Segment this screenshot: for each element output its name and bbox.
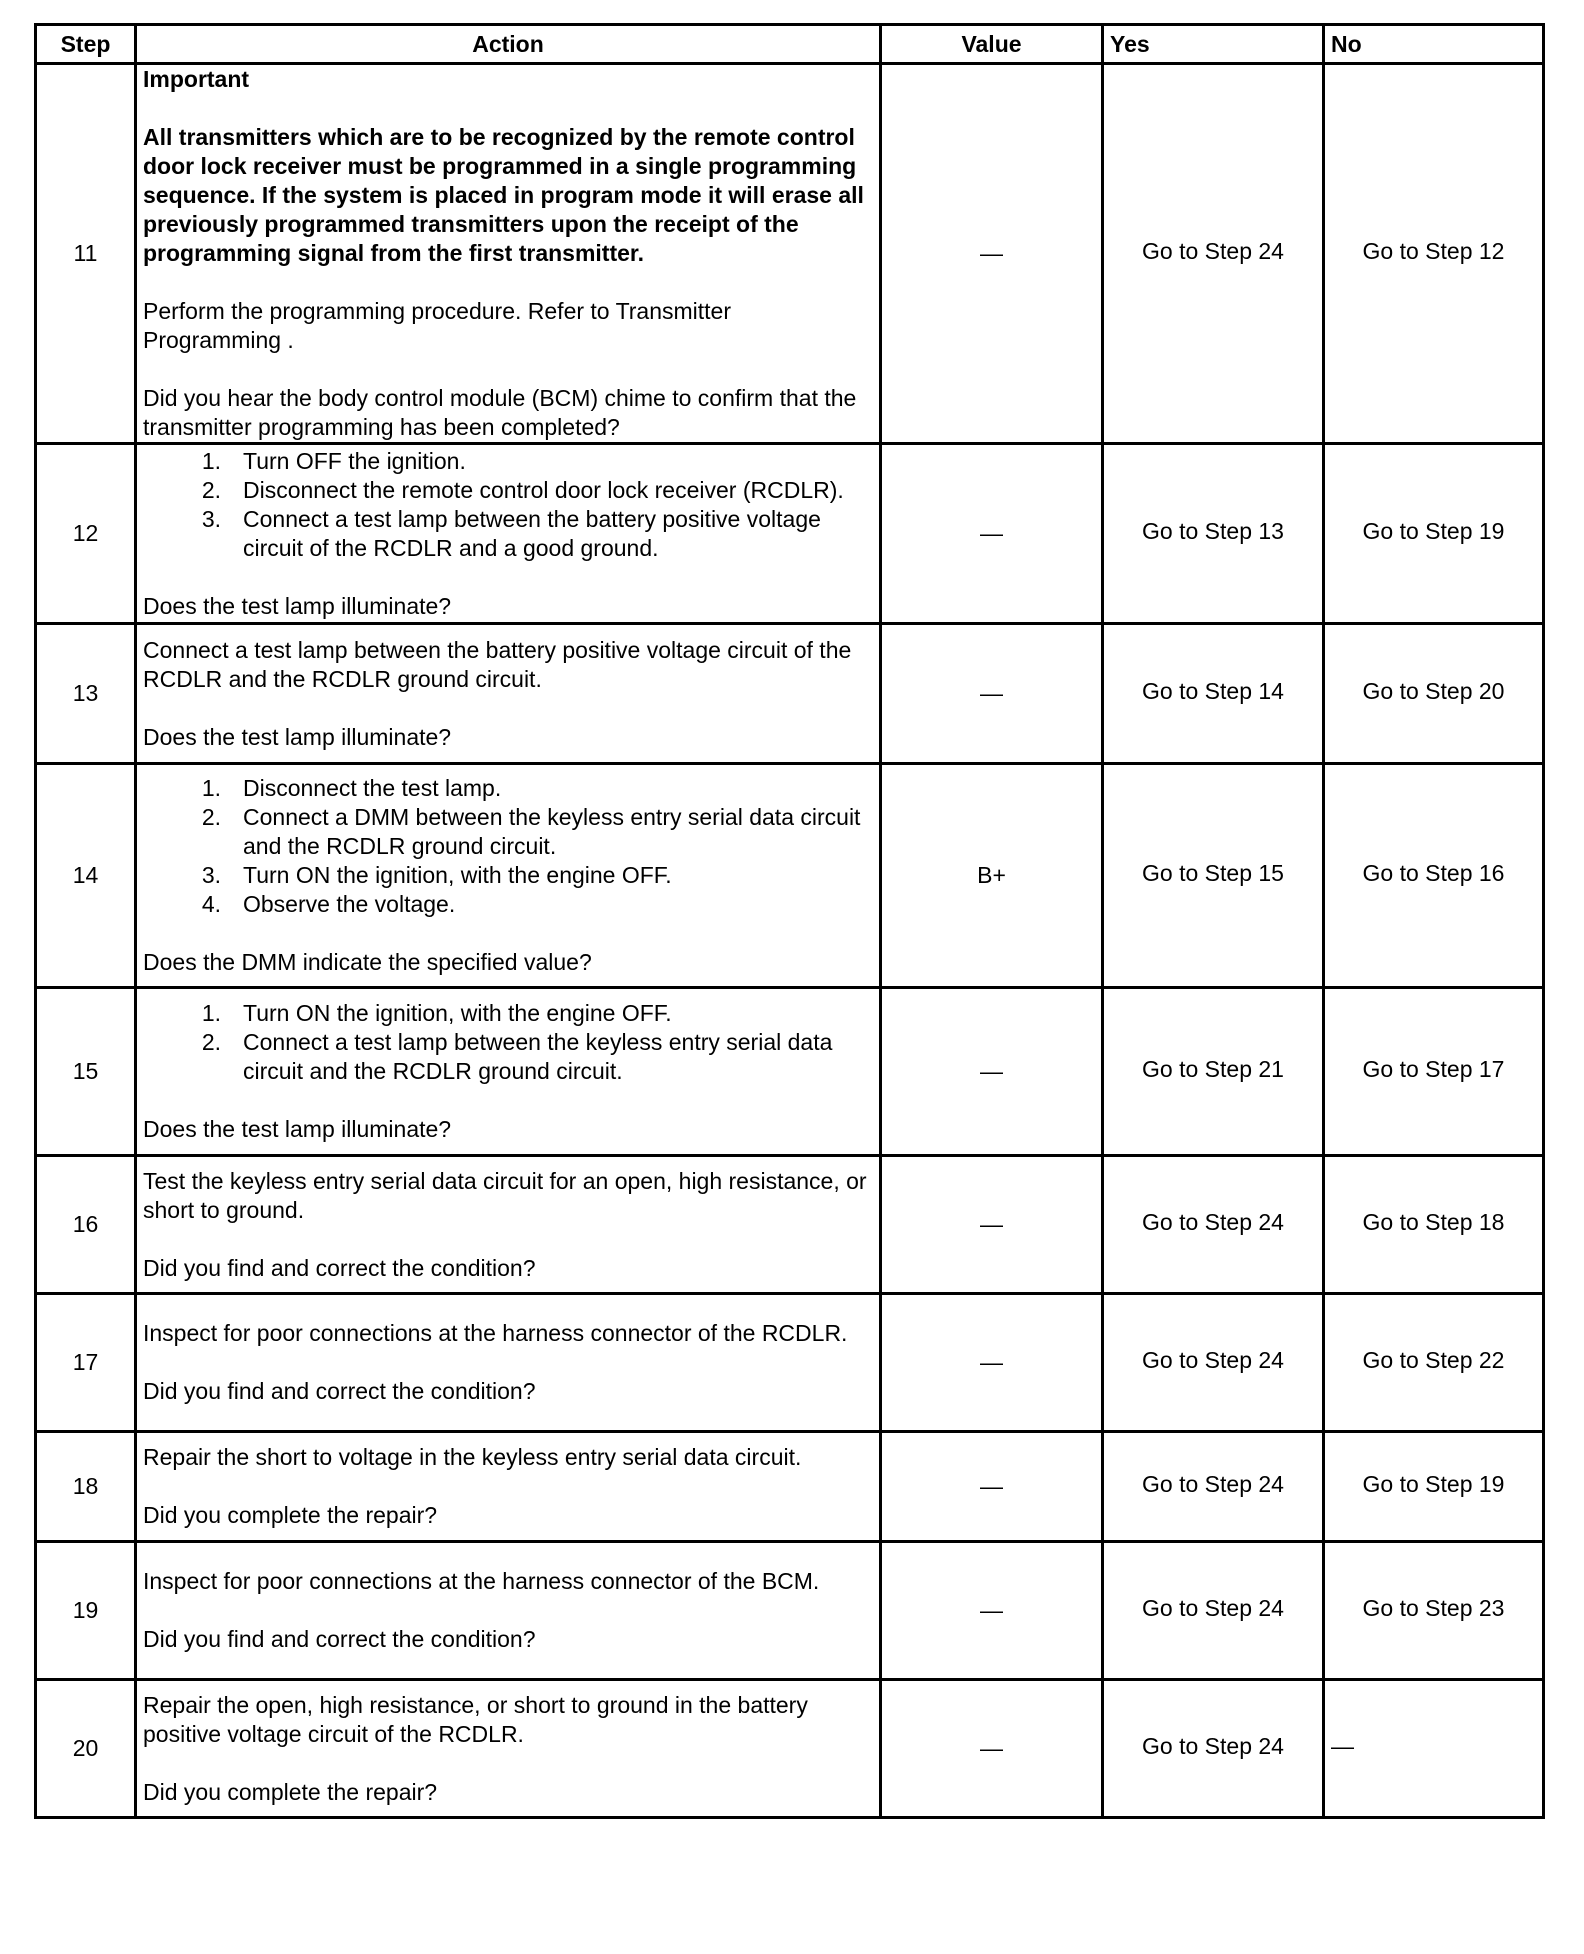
step-number: 11 xyxy=(36,64,136,444)
action-instruction: Repair the short to voltage in the keyless entry serial data circuit. xyxy=(143,1444,802,1470)
action-instruction: Inspect for poor connections at the harness connector of the BCM. xyxy=(143,1568,820,1594)
list-item xyxy=(143,803,873,861)
yes-cell: Go to Step 24 xyxy=(1103,1680,1324,1818)
yes-cell: Go to Step 24 xyxy=(1103,1294,1324,1432)
yes-cell: Go to Step 24 xyxy=(1103,1542,1324,1680)
header-action: Action xyxy=(136,25,881,64)
no-cell: Go to Step 18 xyxy=(1324,1156,1544,1294)
list-item xyxy=(143,447,873,476)
list-item-text: Connect a test lamp between the battery positive voltage circuit of the RCDLR and a good ground. xyxy=(243,505,821,561)
list-item-number: 3. xyxy=(201,862,221,888)
important-warning: All transmitters which are to be recognized by the remote control door lock receiver must be programmed in a single programming sequence. If the system is placed in program mode it will erase all previously programmed transmitters upon the receipt of the programming signal from the first transmitter. xyxy=(143,124,864,266)
list-item xyxy=(143,774,873,803)
value-cell: — xyxy=(881,1156,1103,1294)
action-step-list xyxy=(143,774,873,919)
list-item-number: 4. xyxy=(201,891,221,917)
list-item-text: Disconnect the remote control door lock receiver (RCDLR). xyxy=(243,476,844,503)
value-cell: — xyxy=(881,1294,1103,1432)
list-item xyxy=(143,1028,873,1086)
action-question: Did you find and correct the condition? xyxy=(143,1626,536,1652)
action-cell xyxy=(136,624,881,764)
action-cell xyxy=(136,764,881,988)
list-item-text: Observe the voltage. xyxy=(243,891,456,917)
table-row xyxy=(36,1294,1544,1432)
action-cell xyxy=(136,64,881,444)
list-item xyxy=(143,999,873,1028)
table-row xyxy=(36,1542,1544,1680)
table-row xyxy=(36,764,1544,988)
value-cell: — xyxy=(881,64,1103,444)
step-number: 16 xyxy=(36,1156,136,1294)
value-cell: — xyxy=(881,1542,1103,1680)
step-number: 15 xyxy=(36,988,136,1156)
list-item xyxy=(143,505,873,563)
action-question: Did you find and correct the condition? xyxy=(143,1378,536,1404)
step-number: 12 xyxy=(36,444,136,624)
list-item-number: 1. xyxy=(201,1000,221,1026)
no-cell: Go to Step 16 xyxy=(1324,764,1544,988)
action-instruction: Repair the open, high resistance, or short to ground in the battery positive voltage circuit of the RCDLR. xyxy=(143,1691,808,1747)
step-number: 13 xyxy=(36,624,136,764)
no-cell: Go to Step 23 xyxy=(1324,1542,1544,1680)
action-cell xyxy=(136,1680,881,1818)
header-value: Value xyxy=(881,25,1103,64)
list-item-number: 3. xyxy=(201,505,221,532)
step-number: 19 xyxy=(36,1542,136,1680)
list-item-text: Turn ON the ignition, with the engine OFF. xyxy=(243,1000,672,1026)
action-cell xyxy=(136,1294,881,1432)
action-question: Did you complete the repair? xyxy=(143,1502,438,1528)
action-cell xyxy=(136,444,881,624)
action-instruction: Test the keyless entry serial data circuit for an open, high resistance, or short to ground. xyxy=(143,1167,867,1223)
header-yes: Yes xyxy=(1103,25,1324,64)
action-instruction: Inspect for poor connections at the harness connector of the RCDLR. xyxy=(143,1320,848,1346)
value-cell: B+ xyxy=(881,764,1103,988)
table-row xyxy=(36,1156,1544,1294)
no-cell: Go to Step 19 xyxy=(1324,444,1544,624)
list-item xyxy=(143,476,873,505)
yes-cell: Go to Step 24 xyxy=(1103,1432,1324,1542)
table-row xyxy=(36,988,1544,1156)
yes-cell: Go to Step 24 xyxy=(1103,1156,1324,1294)
list-item-number: 1. xyxy=(201,447,221,474)
list-item-text: Turn ON the ignition, with the engine OFF. xyxy=(243,862,672,888)
action-cell xyxy=(136,1432,881,1542)
no-cell: Go to Step 22 xyxy=(1324,1294,1544,1432)
step-number: 18 xyxy=(36,1432,136,1542)
value-cell: — xyxy=(881,988,1103,1156)
list-item-number: 2. xyxy=(201,1029,221,1055)
action-instruction: Perform the programming procedure. Refer to Transmitter Programming . xyxy=(143,298,732,353)
action-question: Did you complete the repair? xyxy=(143,1778,438,1805)
action-step-list xyxy=(143,999,873,1086)
list-item-number: 2. xyxy=(201,804,221,830)
value-cell: — xyxy=(881,444,1103,624)
action-cell xyxy=(136,988,881,1156)
table-row xyxy=(36,444,1544,624)
no-cell: Go to Step 17 xyxy=(1324,988,1544,1156)
yes-cell: Go to Step 21 xyxy=(1103,988,1324,1156)
action-question: Did you find and correct the condition? xyxy=(143,1254,536,1281)
table-row xyxy=(36,1680,1544,1818)
value-cell: — xyxy=(881,1432,1103,1542)
table-row xyxy=(36,624,1544,764)
action-question: Does the test lamp illuminate? xyxy=(143,592,452,619)
no-cell: Go to Step 12 xyxy=(1324,64,1544,444)
list-item-number: 1. xyxy=(201,775,221,801)
table-row xyxy=(36,64,1544,444)
list-item-number: 2. xyxy=(201,476,221,503)
action-question: Does the test lamp illuminate? xyxy=(143,1116,452,1142)
action-cell xyxy=(136,1542,881,1680)
step-number: 14 xyxy=(36,764,136,988)
header-no: No xyxy=(1324,25,1544,64)
header-row xyxy=(36,25,1544,64)
no-cell: Go to Step 20 xyxy=(1324,624,1544,764)
list-item xyxy=(143,861,873,890)
action-question: Does the test lamp illuminate? xyxy=(143,723,452,750)
diagnostic-table xyxy=(34,23,1545,1819)
action-cell xyxy=(136,1156,881,1294)
yes-cell: Go to Step 24 xyxy=(1103,64,1324,444)
list-item-text: Turn OFF the ignition. xyxy=(243,447,466,474)
action-question: Did you hear the body control module (BCM) chime to confirm that the transmitter programming has been completed? xyxy=(143,385,857,440)
value-cell: — xyxy=(881,1680,1103,1818)
no-cell: — xyxy=(1324,1680,1544,1818)
step-number: 17 xyxy=(36,1294,136,1432)
action-step-list xyxy=(143,447,873,563)
yes-cell: Go to Step 14 xyxy=(1103,624,1324,764)
header-step: Step xyxy=(36,25,136,64)
list-item-text: Disconnect the test lamp. xyxy=(243,775,502,801)
value-cell: — xyxy=(881,624,1103,764)
action-question: Does the DMM indicate the specified value? xyxy=(143,949,592,975)
list-item-text: Connect a DMM between the keyless entry serial data circuit and the RCDLR ground circuit. xyxy=(243,804,861,859)
list-item-text: Connect a test lamp between the keyless entry serial data circuit and the RCDLR ground circuit. xyxy=(243,1029,833,1084)
important-label: Important xyxy=(143,66,250,92)
no-cell: Go to Step 19 xyxy=(1324,1432,1544,1542)
table-row xyxy=(36,1432,1544,1542)
yes-cell: Go to Step 13 xyxy=(1103,444,1324,624)
step-number: 20 xyxy=(36,1680,136,1818)
action-instruction: Connect a test lamp between the battery positive voltage circuit of the RCDLR and the RCDLR ground circuit. xyxy=(143,636,852,692)
list-item xyxy=(143,890,873,919)
yes-cell: Go to Step 15 xyxy=(1103,764,1324,988)
